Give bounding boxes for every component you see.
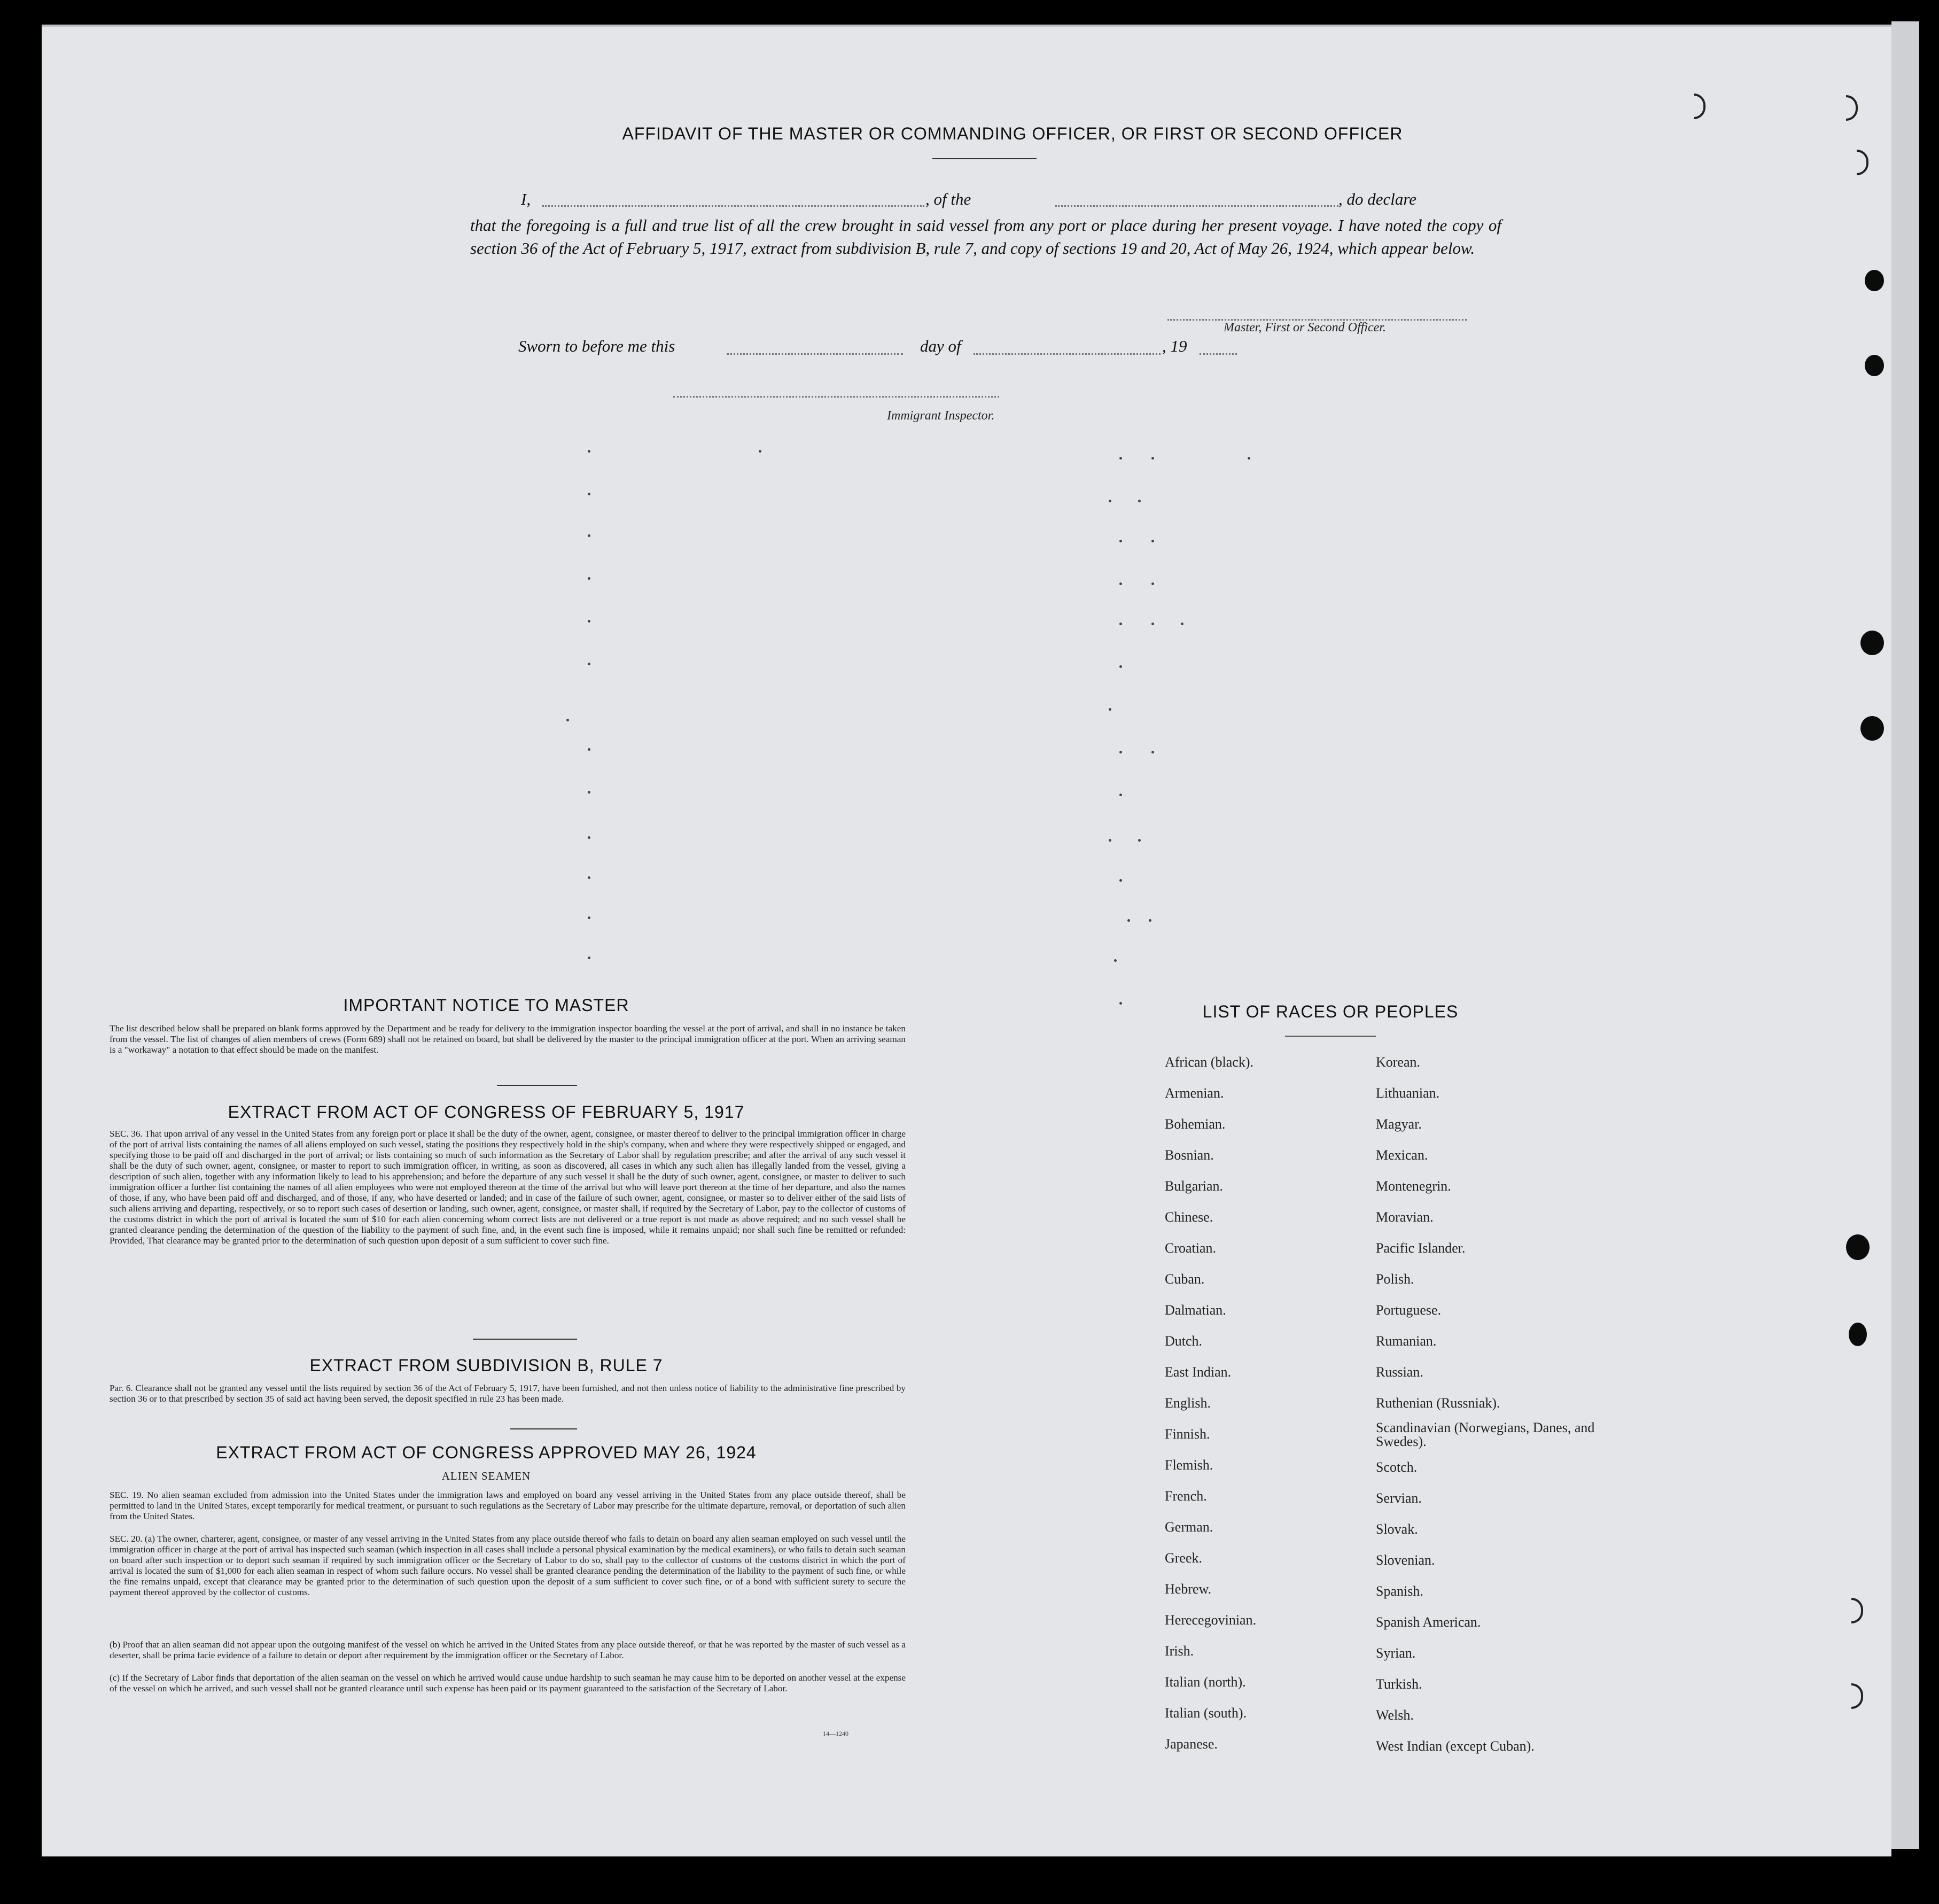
race-item: Welsh. [1376,1707,1414,1723]
speck [1109,708,1111,711]
race-item: African (black). [1165,1054,1254,1070]
form-number: 14—1240 [823,1730,848,1737]
page-edge [1891,21,1919,1849]
race-item: Portuguese. [1376,1302,1442,1318]
extract-1924-title: EXTRACT FROM ACT OF CONGRESS APPROVED MAY 26, 1924 [216,1443,757,1462]
speck [1119,794,1122,796]
races-column-2 [1376,1047,1600,1762]
races-title: LIST OF RACES OR PEOPLES [1202,1002,1459,1021]
punch-hole [1846,1234,1870,1260]
speck [588,450,590,453]
extract-1917-title: EXTRACT FROM ACT OF CONGRESS OF FEBRUARY 5, 1917 [228,1102,745,1122]
race-item: Spanish American. [1376,1614,1481,1630]
sworn-label: Sworn to before me this [518,337,675,355]
speck [1119,879,1122,882]
race-item: West Indian (except Cuban). [1376,1738,1535,1754]
race-item: Italian (south). [1165,1705,1247,1721]
race-item: Croatian. [1165,1240,1217,1256]
race-item: Cuban. [1165,1271,1205,1287]
race-item: Lithuanian. [1376,1085,1440,1101]
race-item: Bulgarian. [1165,1178,1224,1194]
race-item: Chinese. [1165,1209,1213,1225]
speck [566,719,569,721]
extract-1924-sec20b: (b) Proof that an alien seaman did not appear upon the outgoing manifest of the vessel on which he arrived in the United States from any place outside thereof, or that he was reported by the master of such vessel as a deserter, shall be prima facie evidence of a failure to detain or deport after requirement by the immigration officer or the Secretary of Labor. [110,1639,906,1660]
affidavit-line1 [470,190,1501,214]
affidavit-title: AFFIDAVIT OF THE MASTER OR COMMANDING OFFICER, OR FIRST OR SECOND OFFICER [622,124,1403,143]
race-item: Japanese. [1165,1736,1218,1752]
speck [1181,623,1183,625]
race-item: Spanish. [1376,1583,1423,1599]
race-item: Italian (north). [1165,1674,1246,1690]
race-item: French. [1165,1488,1207,1504]
speck [1151,582,1154,585]
race-item: Servian. [1376,1490,1422,1506]
punch-hole [1860,631,1884,655]
speck [588,748,590,751]
name-field[interactable] [542,205,924,207]
race-item: Scotch. [1376,1459,1418,1475]
sworn-line [518,337,1266,361]
notice-title: IMPORTANT NOTICE TO MASTER [343,996,629,1015]
race-item: Dalmatian. [1165,1302,1226,1318]
speck [588,577,590,580]
year-field[interactable] [1200,353,1237,355]
extract-1924-sec20a: SEC. 20. (a) The owner, charterer, agent, consignee, or master of any vessel arriving in the United States from any place outside thereof who fails to detain on board any alien seaman employed on such vessel until the immigration officer in charge at the port of arrival has inspected such seaman (which inspection in all cases shall include a personal physical examination by the medical examiners), or who fails to detain such seaman on board after such inspection or to deport such seaman if required by such immigration officer or the Secretary of Labor to do so, shall pay to the collector of customs of the customs district in which the port of arrival is located the sum of $1,000 for each alien seaman in respect of whom such failure occurs. No vessel shall be granted clearance pending the determination of the liability to the payment of such fine, or while the fine remains unpaid, except that clearance may be granted prior to the determination of such question upon the deposit of a sum sufficient to cover such fine, or of a bond with sufficient surety to secure the payment thereof approved by the collector of customs. [110,1534,906,1597]
extract-rule7-title: EXTRACT FROM SUBDIVISION B, RULE 7 [309,1356,663,1375]
speck [588,620,590,623]
affidavit-i: I, [521,190,531,208]
month-field[interactable] [974,353,1161,355]
race-item: Dutch. [1165,1333,1203,1349]
speck [1138,839,1141,842]
speck [588,836,590,839]
speck [1127,919,1130,922]
speck [1119,582,1122,585]
speck [1151,623,1154,625]
punch-hole [1865,270,1884,291]
day-of-label: day of [920,337,961,355]
race-item: Bohemian. [1165,1116,1226,1132]
races-underline [1285,1036,1376,1037]
punch-hole [1849,1323,1867,1346]
race-item: Turkish. [1376,1676,1422,1692]
notice-text: The list described below shall be prepared on blank forms approved by the Department and be ready for delivery to the immigration inspector boarding the vessel at the port of arrival, and shall in no instance be taken from the vessel. The list of changes of alien members of crews (Form 689) shall not be retained on board, but shall be delivered by the master to the principal immigration officer at the port. When an arriving seaman is a "workaway" a notation to that effect should be made on the manifest. [110,1023,906,1055]
speck [1119,751,1122,753]
speck [588,663,590,665]
vessel-field[interactable] [1055,205,1338,207]
speck [1248,457,1250,460]
speck [1114,959,1117,962]
speck [1119,1002,1122,1005]
speck [1151,540,1154,542]
extract-1924-sec20c: (c) If the Secretary of Labor finds that deportation of the alien seaman on the vessel on which he arrived would cause undue hardship to such seaman he may cause him to be deported on another vessel at the expense of the vessel on which he arrived, and such vessel shall not be granted clearance until such expense has been paid or its payment guaranteed to the satisfaction of the Secretary of Labor. [110,1673,906,1693]
page-edge-top [42,25,1891,27]
day-field[interactable] [727,353,903,355]
race-item: Pacific Islander. [1376,1240,1466,1256]
extract-1924-sec19: SEC. 19. No alien seaman excluded from admission into the United States under the immigration laws and employed on board any vessel arriving in the United States from any place outside thereof, shall be permitted to land in the United States, except temporarily for medical treatment, or pursuant to such regulations as the Secretary of Labor may prescribe for the ultimate departure, removal, or deportation of such alien from the United States. [110,1490,906,1521]
race-item: Polish. [1376,1271,1414,1287]
race-item: Slovenian. [1376,1552,1435,1568]
speck [588,493,590,495]
race-item: Syrian. [1376,1645,1416,1661]
race-item: Rumanian. [1376,1333,1437,1349]
speck [1149,919,1151,922]
master-signature-label: Master, First or Second Officer. [1224,321,1386,335]
race-item: Korean. [1376,1054,1421,1070]
title-underline [932,158,1037,159]
speck [759,450,761,453]
race-item: East Indian. [1165,1364,1232,1380]
race-item: Slovak. [1376,1521,1418,1537]
race-item: Armenian. [1165,1085,1224,1101]
race-item: Montenegrin. [1376,1178,1451,1194]
speck [1119,457,1122,460]
race-item: Hebrew. [1165,1581,1212,1597]
speck [1119,623,1122,625]
speck [1119,665,1122,668]
extract-rule7-text: Par. 6. Clearance shall not be granted any vessel until the lists required by section 36 of the Act of February 5, 1917, have been furnished, and not then unless notice of liability to the administrative fine prescribed by section 36 or to that prescribed by section 35 of said act having been served, the deposit specified in rule 23 has been made. [110,1383,906,1404]
speck [1151,751,1154,753]
punch-hole [1865,355,1884,376]
race-item: Flemish. [1165,1457,1213,1473]
race-item: Scandinavian (Norwegians, Danes, and Swedes). [1376,1420,1595,1449]
affidavit-body: that the foregoing is a full and true list of all the crew brought in said vessel from any port or place during her present voyage. I have noted the copy of section 36 of the Act of February 5, 1917, extract from subdivision B, rule 7, and copy of sections 19 and 20, Act of May 26, 1924, which appear below. [470,216,1501,258]
speck [1138,500,1141,502]
race-item: Ruthenian (Russniak). [1376,1395,1500,1411]
race-item: Herecegovinian. [1165,1612,1257,1628]
divider [510,1428,577,1429]
speck [588,957,590,959]
divider [473,1339,577,1340]
year-label: , 19 [1162,337,1187,355]
punch-hole [1860,716,1884,741]
race-item: Russian. [1376,1364,1423,1380]
race-item: Moravian. [1376,1209,1434,1225]
speck [588,916,590,919]
race-item: Finnish. [1165,1426,1210,1442]
affidavit-of: , of the [925,190,971,208]
race-item: Magyar. [1376,1116,1422,1132]
speck [1151,457,1154,460]
speck [1109,500,1111,502]
divider [497,1085,577,1086]
inspector-signature-field[interactable] [673,395,999,398]
affidavit-declare: , do declare [1338,190,1417,208]
race-item: English. [1165,1395,1211,1411]
race-item: Greek. [1165,1550,1203,1566]
speck [588,534,590,537]
speck [588,876,590,879]
race-item: German. [1165,1519,1213,1535]
race-item: Mexican. [1376,1147,1428,1163]
extract-1924-subtitle: ALIEN SEAMEN [441,1470,531,1482]
speck [588,791,590,794]
extract-1917-text: SEC. 36. That upon arrival of any vessel in the United States from any foreign port or place it shall be the duty of the owner, agent, consignee, or master thereof to deliver to the principal immigration officer in charge of the port of arrival lists containing the names of all aliens employed on such vessel, stating the positions they respectively hold in the ship's company, when and where they were respectively shipped or engaged, and specifying those to be paid off and discharged in the port of arrival; or lists containing so much of such information as the Secretary of Labor shall by regulation prescribe; and after the arrival of any such vessel it shall be the duty of such owner, agent, consignee, or master to report to such immigration officer, in writing, as soon as discovered, all cases in which any such alien has illegally landed from the vessel, giving a description of such alien, together with any information likely to lead to his apprehension; and before the departure of any such vessel it shall be the duty of such owner, agent, consignee, or master to deliver to such immigration officer a further list containing the names of all alien employees who were not employed thereon at the time of the arrival but who will leave port thereon at the time of her departure, and also the names of those, if any, who have been paid off and discharged, and of those, if any, who have deserted or landed; and in case of the failure of such owner, agent, consignee, or master so to deliver either of the said lists of such aliens arriving and departing, respectively, or so to report such cases of desertion or landing, such owner, agent, consignee, or master shall, if required by the Secretary of Labor, pay to the collector of customs of the customs district in which the port of arrival is located the sum of $10 for each alien concerning whom correct lists are not delivered or a true report is not made as above required; and no such vessel shall be granted clearance pending the determination of the question of the liability to the payment of such fine, and, in the event such fine is imposed, while it remains unpaid; nor shall such fine be remitted or refunded: Provided, That clearance may be granted prior to the determination of such question upon deposit of a sum sufficient to cover such fine. [110,1129,906,1246]
races-column-1 [1165,1047,1341,1760]
race-item: Irish. [1165,1643,1194,1659]
inspector-signature-label: Immigrant Inspector. [887,409,995,423]
speck [1109,839,1111,842]
race-item: Bosnian. [1165,1147,1214,1163]
speck [1119,540,1122,542]
